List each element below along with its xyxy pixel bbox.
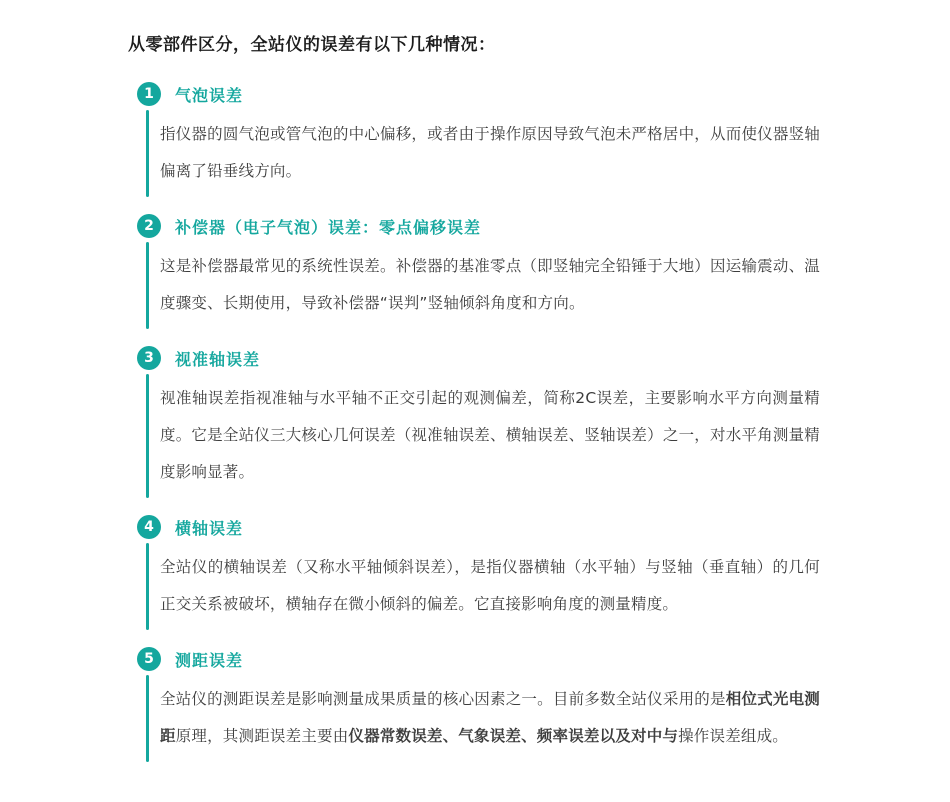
section-header — [128, 214, 840, 238]
section-list — [128, 82, 840, 755]
section-header — [128, 515, 840, 539]
section-paragraph: 全站仪的横轴误差（又称水平轴倾斜误差），是指仪器横轴（水平轴）与竖轴（垂直轴）的几何正交关系被破坏，横轴存在微小倾斜的偏差。它直接影响角度的测量精度。 — [160, 558, 820, 613]
section-heading: 横轴误差 — [175, 518, 244, 538]
section-rail — [146, 543, 149, 630]
number-badge: 3 — [137, 346, 161, 370]
section-paragraph: 指仪器的圆气泡或管气泡的中心偏移，或者由于操作原因导致气泡未严格居中，从而使仪器竖轴偏离了铅垂线方向。 — [160, 125, 820, 180]
section-paragraph: 这是补偿器最常见的系统性误差。补偿器的基准零点（即竖轴完全铅锤于大地）因运输震动、温度骤变、长期使用，导致补偿器“误判”竖轴倾斜角度和方向。 — [160, 257, 820, 312]
error-section — [128, 82, 840, 190]
number-badge: 1 — [137, 82, 161, 106]
error-section — [128, 515, 840, 623]
section-paragraph: 视准轴误差指视准轴与水平轴不正交引起的观测偏差，简称2C误差，主要影响水平方向测量精度。它是全站仪三大核心几何误差（视准轴误差、横轴误差、竖轴误差）之一，对水平角测量精度影响显著。 — [160, 389, 820, 481]
section-heading: 测距误差 — [175, 650, 244, 670]
number-badge: 2 — [137, 214, 161, 238]
number-badge: 5 — [137, 647, 161, 671]
section-header — [128, 346, 840, 370]
section-paragraph: 全站仪的测距误差是影响测量成果质量的核心因素之一。目前多数全站仪采用的是相位式光电测距原理，其测距误差主要由仪器常数误差、气象误差、频率误差以及对中与操作误差组成。 — [160, 690, 821, 745]
section-rail — [146, 110, 149, 197]
section-rail — [146, 675, 149, 762]
section-header — [128, 82, 840, 106]
section-header — [128, 647, 840, 671]
section-heading: 气泡误差 — [175, 85, 244, 105]
section-heading: 补偿器（电子气泡）误差：零点偏移误差 — [175, 217, 482, 237]
page-title: 从零部件区分，全站仪的误差有以下几种情况： — [128, 35, 496, 55]
section-rail — [146, 242, 149, 329]
error-section — [128, 647, 840, 755]
error-section — [128, 346, 840, 491]
error-section — [128, 214, 840, 322]
number-badge: 4 — [137, 515, 161, 539]
section-rail — [146, 374, 149, 498]
section-heading: 视准轴误差 — [175, 349, 261, 369]
